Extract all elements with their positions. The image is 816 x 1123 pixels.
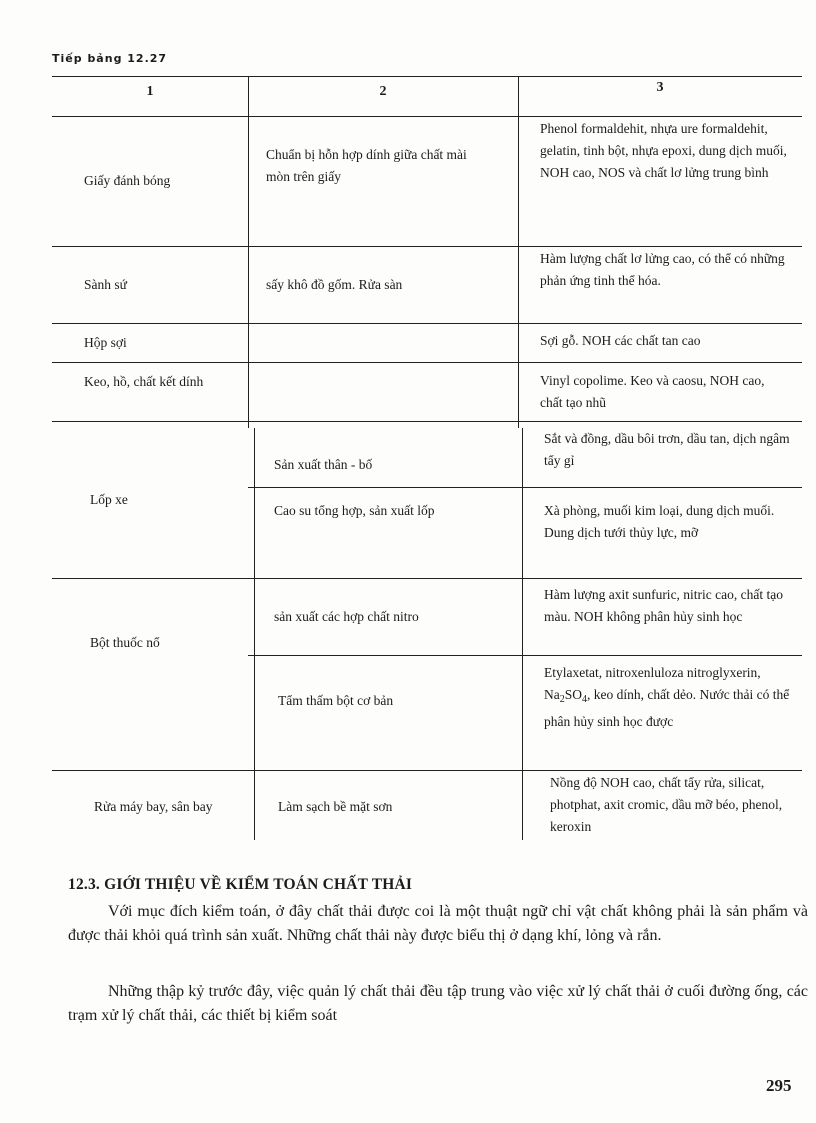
process-cell: Tẩm thấm bột cơ bản: [278, 693, 394, 708]
row-label-lop: Lốp xe: [90, 491, 128, 507]
header-col-3: 3: [656, 80, 664, 95]
table-caption: Tiếp bảng 12.27: [52, 52, 168, 65]
row-label-hop: Hộp sợi: [84, 334, 127, 350]
waste-cell: Sắt và đồng, dầu bôi trơn, dầu tan, dịch ngâm tẩy gỉ: [544, 431, 790, 468]
process-cell: Sản xuất thân - bố: [274, 457, 373, 472]
section-title: 12.3. GIỚI THIỆU VỀ KIỂM TOÁN CHẤT THẢI: [68, 876, 413, 893]
waste-cell: Hàm lượng chất lơ lửng cao, có thể có những phản ứng tinh thể hóa.: [540, 251, 785, 288]
process-cell: Chuẩn bị hỗn hợp dính giữa chất mài mòn trên giấy: [266, 147, 467, 184]
header-col-2: 2: [379, 84, 387, 99]
waste-cell: Xà phòng, muối kim loại, dung dịch muối. Dung dịch tưới thủy lực, mỡ: [544, 503, 775, 540]
row-label-sanh: Sành sứ: [84, 276, 127, 292]
waste-cell: Etylaxetat, nitroxenluloza nitroglyxerin, $Na_2SO_4$, keo dính, chất dẻo. Nước thải có thể phân hủy sinh học được: [544, 665, 790, 729]
waste-cell: Nồng độ NOH cao, chất tẩy rửa, silicat, photphat, axit cromic, dầu mỡ béo, phenol, keroxin: [550, 775, 783, 834]
process-cell: Cao su tổng hợp, sản xuất lốp: [274, 503, 435, 518]
waste-cell: Phenol formaldehit, nhựa ure formaldehit, gelatin, tinh bột, nhựa epoxi, dung dịch muối, NOH cao, NOS và chất lơ lửng trung bình: [540, 121, 787, 180]
row-label-bot: Bột thuốc nổ: [90, 635, 160, 650]
page-number: 295: [766, 1076, 792, 1095]
process-cell: Làm sạch bề mặt sơn: [278, 799, 393, 814]
row-label-keo: Keo, hồ, chất kết dính: [84, 374, 204, 389]
waste-cell: Hàm lượng axit sunfuric, nitric cao, chất tạo màu. NOH không phân hủy sinh học: [544, 587, 784, 624]
row-label-rua: Rửa máy bay, sân bay: [94, 799, 213, 814]
process-cell: sấy khô đồ gốm. Rửa sàn: [266, 276, 403, 292]
waste-cell: Sợi gỗ. NOH các chất tan cao: [540, 333, 701, 348]
paragraph: Những thập kỷ trước đây, việc quản lý chất thải đều tập trung vào việc xử lý chất thải ở cuối đường ống, các trạm xử lý chất thải, các thiết bị kiểm soát: [68, 983, 808, 1024]
paragraph: Với mục đích kiểm toán, ở đây chất thải được coi là một thuật ngữ chỉ vật chất không phải là sản phẩm và được thải khỏi quá trình sản xuất. Những chất thải này được biểu thị ở dạng khí, lỏng và rắn.: [68, 903, 808, 944]
waste-cell: Vinyl copolime. Keo và caosu, NOH cao, chất tạo nhũ: [540, 373, 765, 410]
process-cell: sản xuất các hợp chất nitro: [274, 608, 419, 624]
header-col-1: 1: [146, 84, 154, 99]
row-label-giay: Giấy đánh bóng: [84, 173, 171, 188]
